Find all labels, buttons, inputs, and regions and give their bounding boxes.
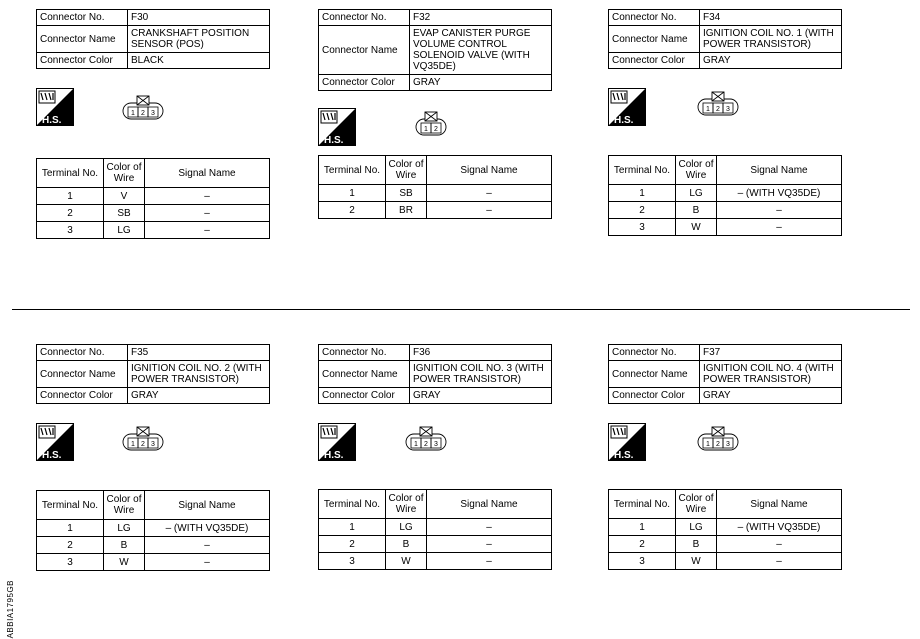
terminal-no: 3: [37, 554, 104, 571]
pin-label: 3: [726, 441, 730, 448]
signal-name: –: [717, 202, 842, 219]
harness-side-icon: [608, 88, 646, 126]
connector-name-label: Connector Name: [37, 26, 128, 53]
signal-name: –: [717, 553, 842, 570]
terminal-no: 2: [319, 202, 386, 219]
terminal-no: 1: [609, 185, 676, 202]
connector-face: [697, 425, 739, 456]
connector-color-value: GRAY: [128, 388, 270, 404]
terminal-no: 1: [609, 519, 676, 536]
section-divider: [12, 309, 910, 310]
pin-label: 1: [424, 126, 428, 133]
connector-no-value: F35: [128, 345, 270, 361]
connector-no-label: Connector No.: [37, 10, 128, 26]
color-of-wire-header: Color of Wire: [104, 159, 145, 188]
connector-face: [122, 425, 164, 456]
table-row: [319, 553, 552, 570]
wire-color: SB: [104, 205, 145, 222]
connector-face-icon: [122, 94, 164, 120]
terminal-no: 1: [319, 185, 386, 202]
connector-info-table: [36, 344, 270, 404]
wire-color: BR: [386, 202, 427, 219]
pin-label: 2: [716, 441, 720, 448]
color-of-wire-header: Color of Wire: [386, 490, 427, 519]
connector-block-f37: [608, 344, 848, 567]
pin-label: 1: [706, 441, 710, 448]
harness-side-icon: [318, 423, 356, 461]
wire-color: B: [676, 202, 717, 219]
table-row: [609, 185, 842, 202]
wire-color: SB: [386, 185, 427, 202]
signal-name-header: Signal Name: [427, 490, 552, 519]
table-row: [37, 222, 270, 239]
terminal-no: 1: [37, 188, 104, 205]
terminal-table: [608, 155, 842, 236]
connector-face-icon: [415, 110, 447, 136]
table-row: [609, 553, 842, 570]
connector-name-value: IGNITION COIL NO. 1 (WITH POWER TRANSISTOR): [700, 26, 842, 53]
wire-color: W: [676, 553, 717, 570]
connector-info-table: [36, 9, 270, 69]
wire-color: LG: [676, 185, 717, 202]
wire-color: B: [676, 536, 717, 553]
terminal-no-header: Terminal No.: [319, 156, 386, 185]
terminal-table: [318, 489, 552, 570]
connector-face: [405, 425, 447, 456]
connector-color-value: BLACK: [128, 53, 270, 69]
color-of-wire-header: Color of Wire: [386, 156, 427, 185]
signal-name-header: Signal Name: [717, 156, 842, 185]
connector-name-value: IGNITION COIL NO. 4 (WITH POWER TRANSISTOR): [700, 361, 842, 388]
table-row: [319, 536, 552, 553]
terminal-no: 3: [609, 553, 676, 570]
connector-no-value: F30: [128, 10, 270, 26]
terminal-table: [36, 158, 270, 239]
pin-label: 2: [716, 106, 720, 113]
connector-no-label: Connector No.: [37, 345, 128, 361]
connector-color-value: GRAY: [410, 75, 552, 91]
connector-info-table: [318, 9, 552, 91]
table-row: [609, 536, 842, 553]
wire-color: LG: [676, 519, 717, 536]
connector-info-table: [608, 9, 842, 69]
wire-color: LG: [386, 519, 427, 536]
connector-no-value: F34: [700, 10, 842, 26]
table-row: [609, 202, 842, 219]
signal-name: –: [145, 222, 270, 239]
terminal-table: [318, 155, 552, 219]
table-row: [319, 202, 552, 219]
terminal-table: [36, 490, 270, 571]
connector-color-label: Connector Color: [609, 388, 700, 404]
signal-name: –: [145, 554, 270, 571]
connector-face-icon: [405, 425, 447, 451]
terminal-no-header: Terminal No.: [37, 159, 104, 188]
terminal-no-header: Terminal No.: [319, 490, 386, 519]
connector-name-label: Connector Name: [319, 361, 410, 388]
connector-color-label: Connector Color: [319, 75, 410, 91]
signal-name: –: [427, 185, 552, 202]
connector-face: [697, 90, 739, 121]
table-row: [609, 519, 842, 536]
terminal-no: 3: [319, 553, 386, 570]
terminal-no-header: Terminal No.: [609, 156, 676, 185]
signal-name-header: Signal Name: [427, 156, 552, 185]
harness-side-symbol: [608, 423, 646, 461]
terminal-no: 2: [609, 202, 676, 219]
terminal-no: 3: [609, 219, 676, 236]
connector-name-label: Connector Name: [609, 26, 700, 53]
pin-label: 2: [141, 441, 145, 448]
harness-side-icon: [608, 423, 646, 461]
signal-name: –: [145, 205, 270, 222]
terminal-no: 2: [319, 536, 386, 553]
signal-name: – (WITH VQ35DE): [717, 185, 842, 202]
connector-block-f30: [36, 9, 276, 236]
connector-color-label: Connector Color: [37, 53, 128, 69]
connector-face-icon: [697, 90, 739, 116]
signal-name: –: [427, 536, 552, 553]
connector-no-label: Connector No.: [319, 345, 410, 361]
signal-name: –: [427, 553, 552, 570]
pin-label: 1: [131, 441, 135, 448]
connector-no-value: F32: [410, 10, 552, 26]
connector-name-value: IGNITION COIL NO. 2 (WITH POWER TRANSISTOR): [128, 361, 270, 388]
wire-color: W: [676, 219, 717, 236]
terminal-no: 1: [319, 519, 386, 536]
pin-label: 1: [414, 441, 418, 448]
harness-side-icon: [36, 88, 74, 126]
signal-name-header: Signal Name: [717, 490, 842, 519]
connector-name-label: Connector Name: [319, 26, 410, 75]
terminal-no-header: Terminal No.: [609, 490, 676, 519]
connector-name-label: Connector Name: [37, 361, 128, 388]
pin-label: 3: [151, 110, 155, 117]
table-row: [37, 520, 270, 537]
signal-name-header: Signal Name: [145, 159, 270, 188]
terminal-no: 1: [37, 520, 104, 537]
harness-side-symbol: [36, 88, 74, 126]
connector-color-value: GRAY: [410, 388, 552, 404]
hs-label: H.S.: [324, 450, 344, 461]
harness-side-symbol: [36, 423, 74, 461]
connector-name-value: IGNITION COIL NO. 3 (WITH POWER TRANSISTOR): [410, 361, 552, 388]
color-of-wire-header: Color of Wire: [676, 156, 717, 185]
connector-no-label: Connector No.: [609, 10, 700, 26]
connector-block-f34: [608, 9, 848, 233]
connector-block-f35: [36, 344, 276, 568]
hs-label: H.S.: [42, 450, 62, 461]
wire-color: B: [104, 537, 145, 554]
signal-name: –: [717, 536, 842, 553]
signal-name: –: [145, 537, 270, 554]
table-row: [37, 537, 270, 554]
wire-color: V: [104, 188, 145, 205]
terminal-no-header: Terminal No.: [37, 491, 104, 520]
connector-color-label: Connector Color: [609, 53, 700, 69]
color-of-wire-header: Color of Wire: [104, 491, 145, 520]
signal-name: –: [145, 188, 270, 205]
pin-label: 3: [726, 106, 730, 113]
connector-block-f36: [318, 344, 558, 567]
harness-side-symbol: [318, 423, 356, 461]
terminal-table: [608, 489, 842, 570]
hs-label: H.S.: [614, 115, 634, 126]
pin-label: 2: [424, 441, 428, 448]
terminal-no: 3: [37, 222, 104, 239]
harness-side-symbol: [608, 88, 646, 126]
connector-name-value: CRANKSHAFT POSITION SENSOR (POS): [128, 26, 270, 53]
connector-name-value: EVAP CANISTER PURGE VOLUME CONTROL SOLENOID VALVE (WITH VQ35DE): [410, 26, 552, 75]
connector-name-label: Connector Name: [609, 361, 700, 388]
signal-name: – (WITH VQ35DE): [145, 520, 270, 537]
connector-no-value: F37: [700, 345, 842, 361]
terminal-no: 2: [37, 537, 104, 554]
color-of-wire-header: Color of Wire: [676, 490, 717, 519]
connector-color-value: GRAY: [700, 388, 842, 404]
signal-name: –: [427, 519, 552, 536]
connector-no-label: Connector No.: [609, 345, 700, 361]
signal-name: –: [427, 202, 552, 219]
connector-face: [415, 110, 447, 141]
hs-label: H.S.: [42, 115, 62, 126]
figure-code: ABBIA1795GB: [6, 580, 15, 639]
hs-label: H.S.: [324, 135, 344, 146]
connector-color-label: Connector Color: [37, 388, 128, 404]
connector-face-icon: [122, 425, 164, 451]
table-row: [37, 205, 270, 222]
table-row: [609, 219, 842, 236]
pin-label: 1: [131, 110, 135, 117]
table-row: [319, 185, 552, 202]
pin-label: 2: [141, 110, 145, 117]
table-row: [319, 519, 552, 536]
connector-info-table: [318, 344, 552, 404]
pin-label: 3: [151, 441, 155, 448]
wire-color: LG: [104, 222, 145, 239]
table-row: [37, 554, 270, 571]
signal-name-header: Signal Name: [145, 491, 270, 520]
wire-color: W: [386, 553, 427, 570]
pin-label: 1: [706, 106, 710, 113]
pin-label: 2: [434, 126, 438, 133]
wire-color: W: [104, 554, 145, 571]
signal-name: –: [717, 219, 842, 236]
hs-label: H.S.: [614, 450, 634, 461]
connector-color-value: GRAY: [700, 53, 842, 69]
connector-face-icon: [697, 425, 739, 451]
connector-face: [122, 94, 164, 125]
terminal-no: 2: [37, 205, 104, 222]
signal-name: – (WITH VQ35DE): [717, 519, 842, 536]
connector-no-label: Connector No.: [319, 10, 410, 26]
connector-no-value: F36: [410, 345, 552, 361]
table-row: [37, 188, 270, 205]
wire-color: B: [386, 536, 427, 553]
connector-color-label: Connector Color: [319, 388, 410, 404]
harness-side-icon: [36, 423, 74, 461]
harness-side-icon: [318, 108, 356, 146]
harness-side-symbol: [318, 108, 356, 146]
pin-label: 3: [434, 441, 438, 448]
connector-info-table: [608, 344, 842, 404]
terminal-no: 2: [609, 536, 676, 553]
wire-color: LG: [104, 520, 145, 537]
connector-block-f32: [318, 9, 558, 216]
